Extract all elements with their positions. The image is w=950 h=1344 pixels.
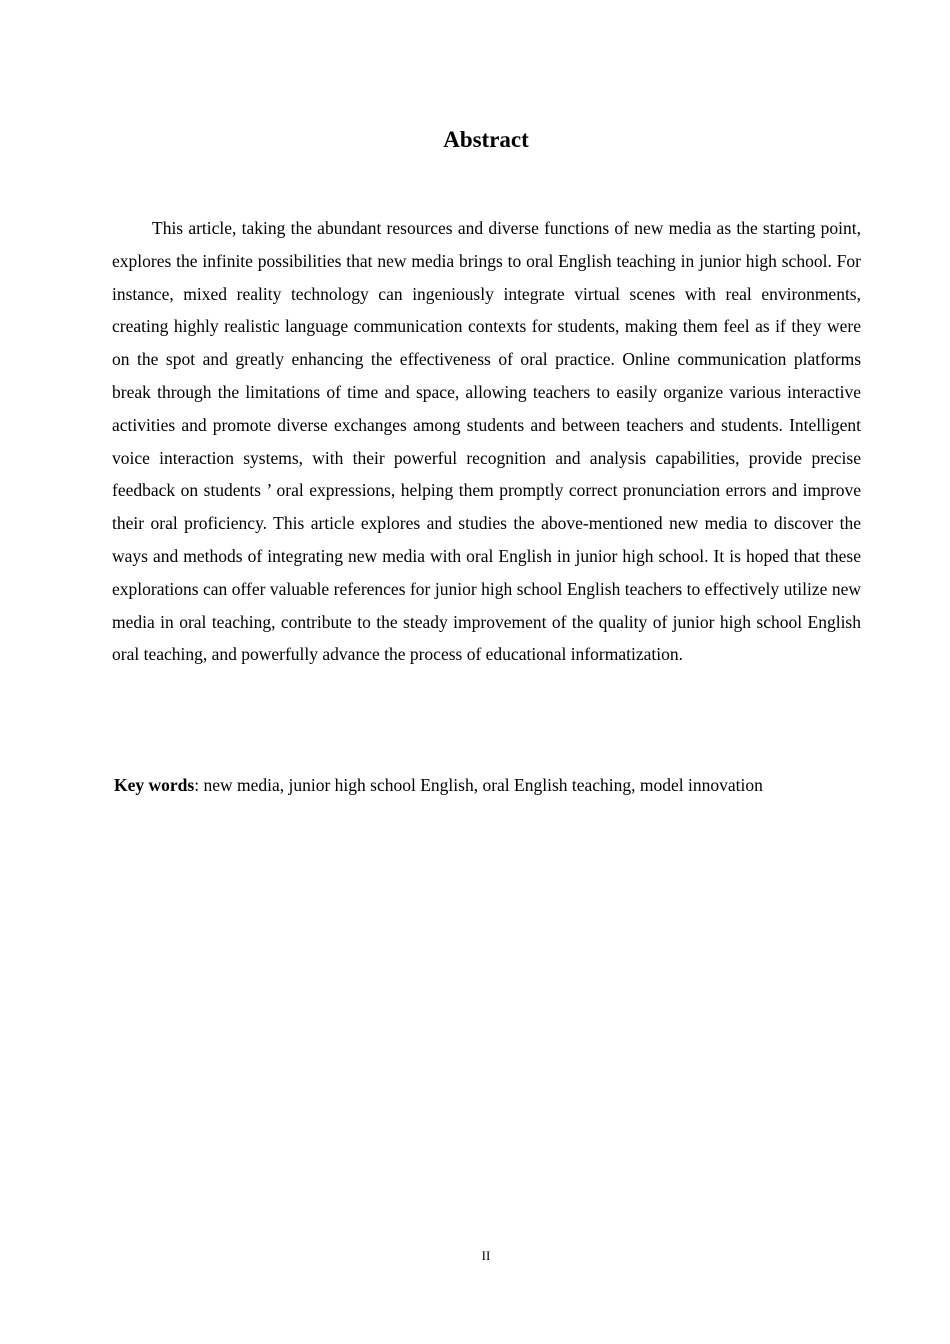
abstract-title: Abstract [443,127,529,152]
abstract-paragraph: This article, taking the abundant resources and diverse functions of new media as the starting point, explores the infinite possibilities that new media brings to oral English teaching in junior high school. For instance, mixed reality technology can ingeniously integrate virtual scenes with real environments, creating highly realistic language communication contexts for students, making them feel as if they were on the spot and greatly enhancing the effectiveness of oral practice. Online communication platforms break through the limitations of time and space, allowing teachers to easily organize various interactive activities and promote diverse exchanges among students and between teachers and students. Intelligent voice interaction systems, with their powerful recognition and analysis capabilities, provide precise feedback on students ’ oral expressions, helping them promptly correct pronunciation errors and improve their oral proficiency. This article explores and studies the above-mentioned new media to discover the ways and methods of integrating new media with oral English in junior high school. It is hoped that these explorations can offer valuable references for junior high school English teachers to effectively utilize new media in oral teaching, contribute to the steady improvement of the quality of junior high school English oral teaching, and powerfully advance the process of educational informatization. [112,218,861,665]
page-number: II [481,1248,491,1263]
keywords-separator: : [194,775,204,795]
keywords-line [114,769,874,801]
keywords-value: new media, junior high school English, oral English teaching, model innovation [203,775,763,795]
keywords-label: Key words [114,775,195,795]
